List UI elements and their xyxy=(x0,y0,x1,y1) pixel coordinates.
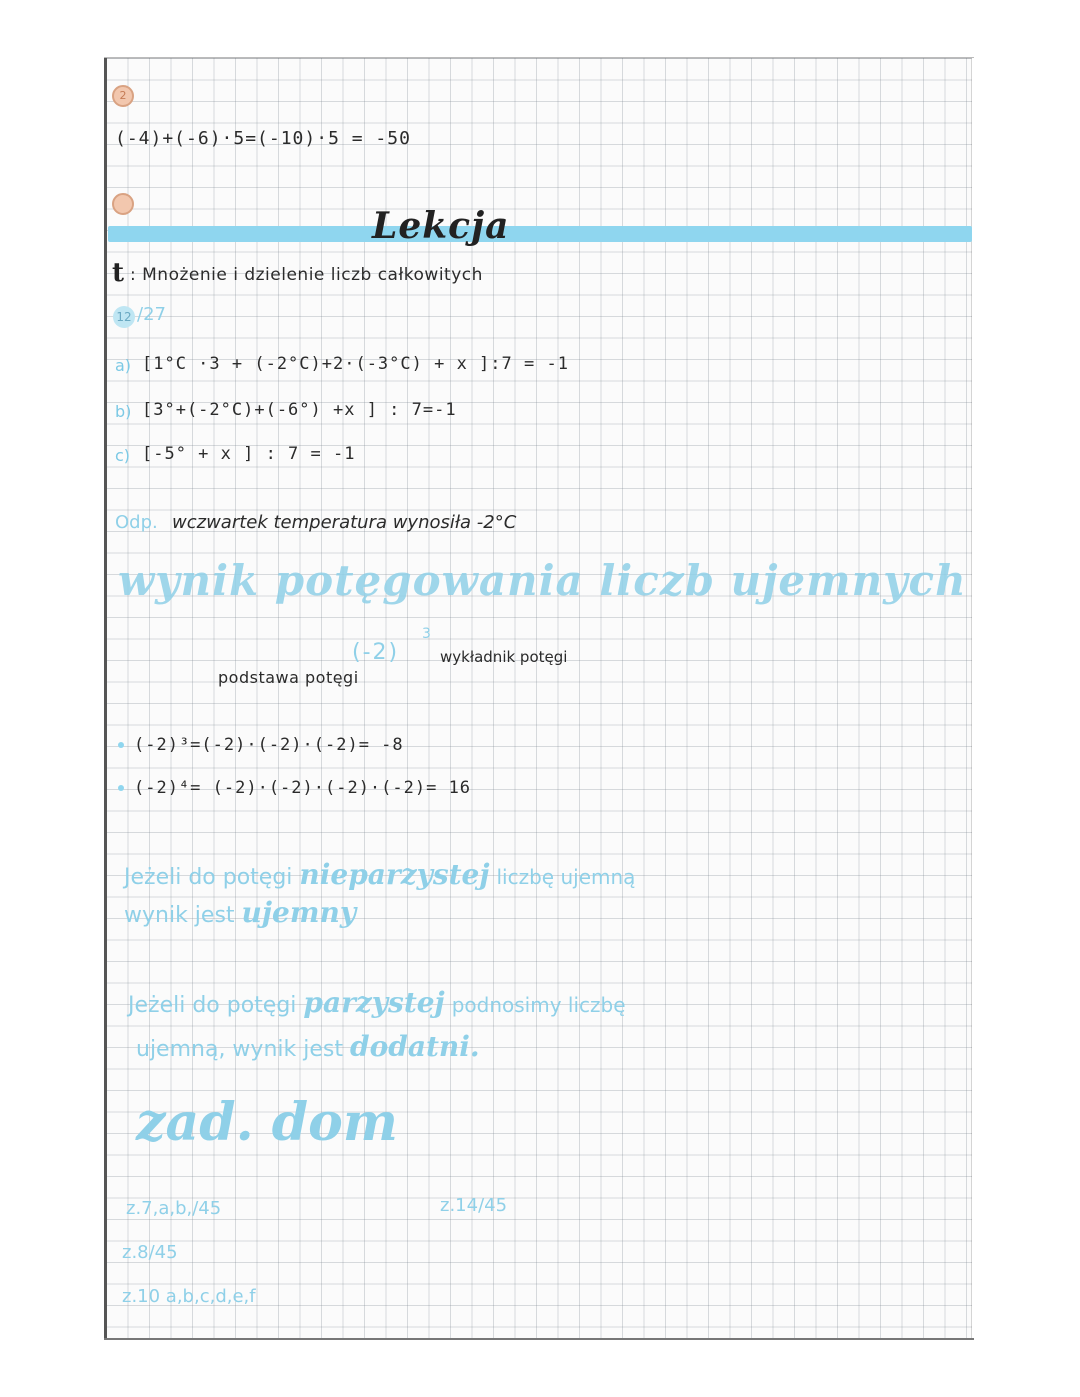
page-edge-bottom xyxy=(104,1338,974,1340)
calc-line: (-4)+(-6)·5=(-10)·5 = -50 xyxy=(115,128,411,149)
topic-marker: t xyxy=(112,258,125,288)
answer-label: Odp. xyxy=(115,512,158,533)
eq-a: [1°C ·3 + (-2°C)+2·(-3°C) + x ]:7 = -1 xyxy=(142,354,569,374)
power-exponent: 3 xyxy=(422,626,431,642)
eq-a-label: a) xyxy=(115,356,132,375)
exponent-label: wykładnik potęgi xyxy=(440,648,568,666)
rule-odd-emph: nieparzystej xyxy=(299,858,490,891)
rule-even-line2 xyxy=(136,1030,480,1063)
example-odd: (-2)³=(-2)·(-2)·(-2)= -8 xyxy=(134,735,404,755)
lesson-banner xyxy=(108,226,972,242)
eq-c-label: c) xyxy=(115,446,131,465)
example-even: (-2)⁴= (-2)·(-2)·(-2)·(-2)= 16 xyxy=(134,778,472,798)
answer-text: wczwartek temperatura wynosiła -2°C xyxy=(172,512,517,533)
rule-odd-line1 xyxy=(124,858,635,891)
rule-even-emph: parzystej xyxy=(303,986,445,1019)
topic-text: : Mnożenie i dzielenie liczb całkowitych xyxy=(130,265,483,285)
rule-odd-line2 xyxy=(124,896,356,929)
lesson-title: Lekcja xyxy=(372,205,510,247)
homework-item: z.10 a,b,c,d,e,f xyxy=(122,1286,256,1307)
rule-even-line1 xyxy=(128,986,626,1019)
eq-c: [-5° + x ] : 7 = -1 xyxy=(142,444,356,464)
eq-b-label: b) xyxy=(115,402,132,421)
page-edge-top xyxy=(104,57,974,58)
homework-item: z.8/45 xyxy=(122,1242,178,1263)
rule-even-part1: Jeżeli do potęgi xyxy=(128,993,297,1018)
base-label: podstawa potęgi xyxy=(218,668,359,687)
rule-even-part3: ujemną, wynik jest xyxy=(136,1037,343,1062)
exercise-number-icon: 12 xyxy=(113,306,135,328)
rule-even-part2: podnosimy liczbę xyxy=(451,993,626,1017)
number-circle-icon: 2 xyxy=(112,85,134,107)
rule-odd-result: ujemny xyxy=(241,896,357,929)
rule-odd-part1: Jeżeli do potęgi xyxy=(124,865,293,890)
homework-item: z.7,a,b,/45 xyxy=(126,1198,222,1219)
section-heading: wynik potęgowania liczb ujemnych xyxy=(118,556,967,605)
power-base: (-2) xyxy=(352,640,400,665)
bullet-circle-icon xyxy=(112,193,134,215)
bullet-icon xyxy=(118,742,124,748)
homework-item: z.14/45 xyxy=(440,1195,508,1216)
rule-odd-part2: liczbę ujemną xyxy=(496,865,636,889)
exercise-ref: /27 xyxy=(137,304,166,325)
bullet-icon xyxy=(118,785,124,791)
homework-title: zad. dom xyxy=(136,1092,398,1153)
rule-odd-part3: wynik jest xyxy=(124,903,235,928)
rule-even-result: dodatni. xyxy=(349,1030,480,1063)
eq-b: [3°+(-2°C)+(-6°) +x ] : 7=-1 xyxy=(142,400,457,420)
page-edge-left xyxy=(104,58,107,1340)
